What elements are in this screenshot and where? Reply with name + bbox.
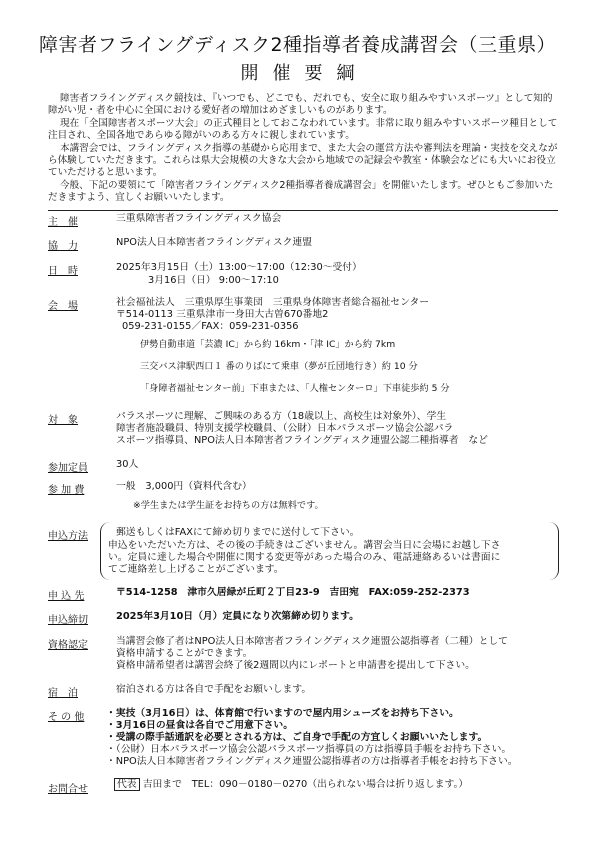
- document-subtitle: 開催要綱: [240, 63, 369, 84]
- intro-paragraph-4: 今般、下記の要領にて「障害者フライングディスク2種指導者養成講習会」を開催いたします。ぜひともご参加いただきますよう、宜しくお願いいたします。: [48, 179, 554, 204]
- lodging-label: 宿 泊: [48, 688, 78, 699]
- target-line-2: 障害者施設職員、特別支援学校職員、（公財）日本パラスポーツ協会公認パラ: [116, 423, 454, 434]
- venue-label: 会 場: [48, 301, 78, 312]
- qualification-line-3: 資格申請希望者は講習会終了後2週間以内にレポートと申請書を提出して下さい。: [116, 660, 475, 671]
- dates-label: 日 時: [48, 266, 78, 277]
- other-line-1: ・実技（3月16日）は、体育館で行いますので屋内用シューズをお持ち下さい。: [106, 708, 459, 719]
- intro-paragraph-3: 本講習会では、フライングディスク指導の基礎から応用まで、また大会の運営方法や審判法を理論・実技を交えながら体験していただきます。これらは県大会規模の大きな大会から地域での記録会や教室・体験会などにも大いにお役立ていただけると思います。: [48, 142, 558, 179]
- fee-label: 参 加 費: [48, 485, 85, 496]
- other-label: そ の 他: [48, 712, 85, 723]
- intro-paragraph-1: 障害者フライングディスク競技は、『いつでも、どこでも、だれでも、安全に取り組みやすいスポーツ』として知的障がい児・者を中心に全国における愛好者の増加はめざましいものがあります。: [48, 93, 553, 117]
- document-title: 障害者フライングディスク2種指導者養成講習会（三重県）: [38, 34, 557, 56]
- qualification-label: 資格認定: [48, 640, 88, 651]
- target-label: 対 象: [48, 415, 78, 426]
- venue-line-1: 社会福祉法人 三重県厚生事業団 三重県身体障害者総合福祉センター: [116, 297, 430, 308]
- cooperation-label: 協 力: [48, 241, 78, 252]
- fee-value: 一般 3,000円（資料代含む）: [116, 481, 252, 492]
- deadline-value: 2025年3月10日（月）定員になり次第締め切ります。: [116, 611, 359, 622]
- other-line-5: ・NPO法人日本障害者フライングディスク連盟公認指導者の方は指導者手帳をお持ち下さい。: [106, 756, 518, 767]
- organizer-label: 主 催: [48, 217, 78, 228]
- venue-access-3: 「身障者福祉センター前」下車または、「人権センターロ」下車徒歩約 5 分: [140, 383, 450, 394]
- target-line-3: スポーツ指導員、NPO法人日本障害者フライングディスク連盟公認二種指導者 など: [116, 435, 488, 446]
- lodging-value: 宿泊される方は各自で手配をお願いします。: [116, 684, 312, 695]
- other-line-3: ・受講の際手話通訳を必要とされる方は、ご自身で手配の方宜しくお願いいたします。: [106, 732, 488, 743]
- other-line-2: ・3月16日の昼食は各自でご用意下さい。: [106, 720, 293, 731]
- application-address-label: 申 込 先: [48, 591, 85, 602]
- venue-line-3: 059-231-0155／FAX：059-231-0356: [122, 321, 299, 332]
- cooperation-value: NPO法人日本障害者フライングディスク連盟: [116, 237, 313, 248]
- dates-line-2: 3月16日（日） 9:00～17:10: [148, 275, 279, 286]
- contact-line: [114, 779, 468, 792]
- fee-note: ※学生または学生証をお持ちの方は無料です。: [133, 500, 324, 511]
- divider: [48, 210, 558, 211]
- application-method-label: 申込方法: [48, 531, 88, 542]
- target-line-1: パラスポーツに理解、ご興味のある方（18歳以上、高校生は対象外）、学生: [116, 411, 447, 422]
- venue-access-2: 三交バス津駅西口１ 番のりばにて乗車（夢が丘団地行き）約 10 分: [140, 361, 418, 372]
- intro-text: [48, 93, 558, 205]
- organizer-value: 三重県障害者フライングディスク協会: [116, 213, 282, 224]
- application-address-value: 〒514-1258 津市久居緑が丘町２丁目23-9 吉田宛 FAX:059-252-2373: [116, 587, 470, 598]
- contact-value: 吉田まで TEL：090－0180－0270（出られない場合は折り返します。）: [142, 779, 469, 790]
- application-method-line-1: 郵送もしくはFAXにて締め切りまでに送付して下さい。: [116, 527, 360, 538]
- capacity-label: 参加定員: [48, 463, 88, 474]
- qualification-line-2: 資格申請することができます。: [116, 648, 253, 659]
- other-line-4: ・（公財）日本パラスポーツ協会公認パラスポーツ指導員の方は指導員手帳をお持ち下さい。: [106, 744, 512, 755]
- qualification-line-1: 当講習会修了者はNPO法人日本障害者フライングディスク連盟公認指導者（二種）として: [116, 636, 508, 647]
- dates-line-1: 2025年3月15日（土）13:00～17:00（12:30～受付）: [116, 262, 362, 273]
- application-method-line-4: てご連絡差し上げることがございます。: [108, 564, 284, 575]
- application-method-line-2: 申込をいただいた方は、その後の手続きはございません。講習会当日に会場にお越し下さ: [108, 540, 501, 551]
- deadline-label: 申込締切: [48, 615, 88, 626]
- venue-line-2: 〒514-0113 三重県津市一身田大古曽670番地2: [116, 309, 329, 320]
- application-method-line-3: い。定員に達した場合や開催に関する変更等があった場合のみ、電話連絡あるいは書面に: [108, 552, 501, 563]
- contact-label: お問合せ: [48, 784, 88, 795]
- venue-access-1: 伊勢自動車道「芸濃 IC」から約 16km・「津 IC」から約 7km: [140, 339, 396, 350]
- intro-paragraph-2: 現在「全国障害者スポーツ大会」の正式種目としておこなわれています。非常に取り組みやすいスポーツ種目として注目され、全国各地であらゆる障がいのある方々に親しまれています。: [48, 117, 558, 142]
- capacity-value: 30人: [116, 459, 139, 470]
- contact-role-box: 代表: [114, 778, 140, 791]
